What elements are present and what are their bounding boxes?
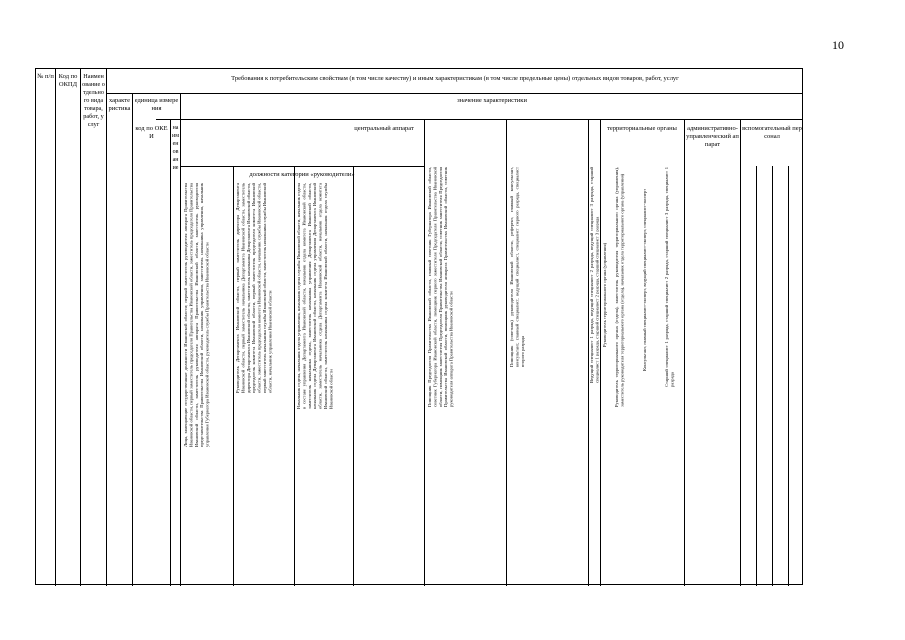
header-territorial: территориальные органы xyxy=(607,125,677,132)
col-divider xyxy=(106,69,107,586)
col-divider xyxy=(600,119,601,586)
col-divider xyxy=(684,119,685,586)
position-group-5: Помощник (советник) руководителя Ивановской области, референт, главный консультант, консультант, главный специалист, ведущий специалист, специалист первого разряда, специалист второго разряда xyxy=(509,167,525,367)
position-group-9: Консультант, главный специалист-эксперт, ведущий специалист-эксперт, специалист-эксперт xyxy=(642,188,647,371)
row-divider xyxy=(180,166,424,167)
header-requirements: Требования к потребительским свойствам (в том числе качеству) и иным характеристикам (в том числе предельные цены) отдельных видов товаров, работ, услуг xyxy=(231,75,679,82)
col-divider xyxy=(132,93,133,586)
header-okei: код по ОКЕИ xyxy=(135,125,168,140)
col-divider xyxy=(80,69,81,586)
col-divider xyxy=(55,69,56,586)
col-divider xyxy=(788,166,789,586)
header-admin: административно-управленческий аппарат xyxy=(686,125,739,148)
page-number: 10 xyxy=(832,38,844,52)
col-divider xyxy=(506,119,507,586)
position-group-4: Помощник Председателя Правительства Ивановской области, главный советник Губернатора Ивановской области, советник Губернатора Ивановской области, помощник первого заместителя Председателя Правительства Ивановской области, помощник заместителя Председателя Правительства Ивановской области, советник заместителя Председателя Правительства Ивановской области, помощник руководителя аппарата Правительства Ивановской области, советник руководителя аппарата Правительства Ивановской области xyxy=(427,167,454,407)
row-divider xyxy=(156,119,803,120)
header-central: центральный аппарат xyxy=(354,125,414,132)
position-group-2: Руководитель Департамента Ивановской области, первый заместитель директора Департамента Ивановской области, первый заместитель начальника Департамента Ивановской области, заместитель директора Департамента Ивановской области, заместитель начальника Департамента Ивановской области, председатель комитета Ивановской области, первый заместитель председателя комитета Ивановской области, заместитель председателя комитета Ивановской области, начальник службы Ивановской области, первый заместитель начальника службы Ивановской области, заместитель начальника службы Ивановской области, начальник управления Ивановской области xyxy=(235,183,273,393)
header-values: значение характеристики xyxy=(457,97,527,104)
position-group-6: Ведущий специалист 1 разряда, ведущий специалист 2 разряда, ведущий специалист 3 разряда, старший специалист 1 разряда, старший специалист 2 разряда, старший специалист 3 разряда xyxy=(589,167,599,383)
header-unit-name: наименование xyxy=(172,125,179,171)
col-divider xyxy=(180,93,181,586)
row-divider xyxy=(106,93,803,94)
position-group-1: Лица, замещающие государственные должности Ивановской области; первый заместитель руководителя аппарата Правительства Ивановской области, первый заместитель председателя Правительства Ивановской области, заместитель председателя Правительства Ивановской области, заместитель руководителя аппарата Правительства Ивановской области, заместитель руководителя представительства Правительства Ивановской области, начальник управления, заместитель начальника управления, начальник управления Губернатора Ивановской области, руководитель службы Правительства Ивановской области xyxy=(183,183,210,447)
requirements-table xyxy=(35,68,803,585)
header-support: вспомогательный персонал xyxy=(742,125,802,140)
col-divider xyxy=(424,119,425,586)
col-divider xyxy=(353,166,354,586)
position-group-8: Руководитель территориального органа (отдела), заместитель руководителя территориального органа (управления), заместитель руководителя территориального органа (отдела), начальник отдела территориального органа (управления) xyxy=(614,167,625,407)
header-number: № п/п xyxy=(37,73,54,80)
col-divider xyxy=(233,166,234,586)
position-group-10: Старший специалист 1 разряда, старший специалист 2 разряда, старший специалист 3 разряда, специалист 1 разряда xyxy=(664,167,675,387)
position-group-3: Начальник отдела, начальник отдела управления, начальник отдела службы Ивановской области, начальник отдела в составе управления Департамента Ивановской области, начальник отдела комитета Ивановской области, заместитель начальника отдела, заместитель начальника управления Департамента Ивановской области, начальник отдела Департамента Ивановской области, начальник отдела управления Департамента Ивановской области, заместитель начальника отдела Департамента Ивановской области, начальник отдела комитета Ивановской области, заместитель начальника отдела комитета Ивановской области, начальник отдела службы Ивановской области xyxy=(296,183,334,409)
header-characteristic: характеристика xyxy=(108,97,131,112)
header-leaders: должности категории «руководители» xyxy=(249,171,355,178)
header-okpd: Код по ОКПД xyxy=(58,73,78,88)
position-group-7: Руководитель территориального органа (управления) xyxy=(602,242,607,347)
col-divider xyxy=(294,166,295,586)
header-unit: единица измерения xyxy=(134,97,179,112)
col-divider xyxy=(772,166,773,586)
header-item-name: Наименование отдельного вида товара, работ, услуг xyxy=(82,73,105,128)
col-divider xyxy=(740,119,741,586)
col-divider xyxy=(756,166,757,586)
col-divider xyxy=(170,119,171,586)
